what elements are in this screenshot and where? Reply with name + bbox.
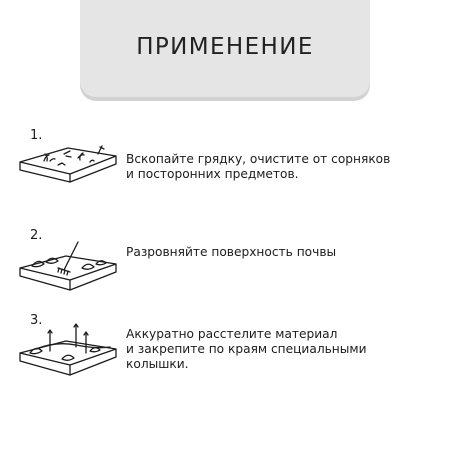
step-2 — [0, 228, 450, 298]
step-number: 3. — [30, 313, 43, 328]
step-1 — [0, 128, 450, 198]
step-number: 2. — [30, 228, 43, 243]
garden-bed-digging-icon — [16, 134, 120, 196]
bed-with-stakes-icon — [16, 319, 120, 381]
rake-leveling-soil-icon — [16, 234, 120, 296]
step-3 — [0, 313, 450, 383]
page-title: ПРИМЕНЕНИЕ — [136, 34, 314, 60]
step-number: 1. — [30, 128, 43, 143]
step-text: Разровняйте поверхность почвы — [126, 245, 337, 259]
step-text: Вскопайте грядку, очистите от сорняков и посторонних предметов. — [126, 152, 391, 181]
step-text: Аккуратно расстелите материал и закрепите по краям специальными колышки. — [126, 327, 367, 371]
